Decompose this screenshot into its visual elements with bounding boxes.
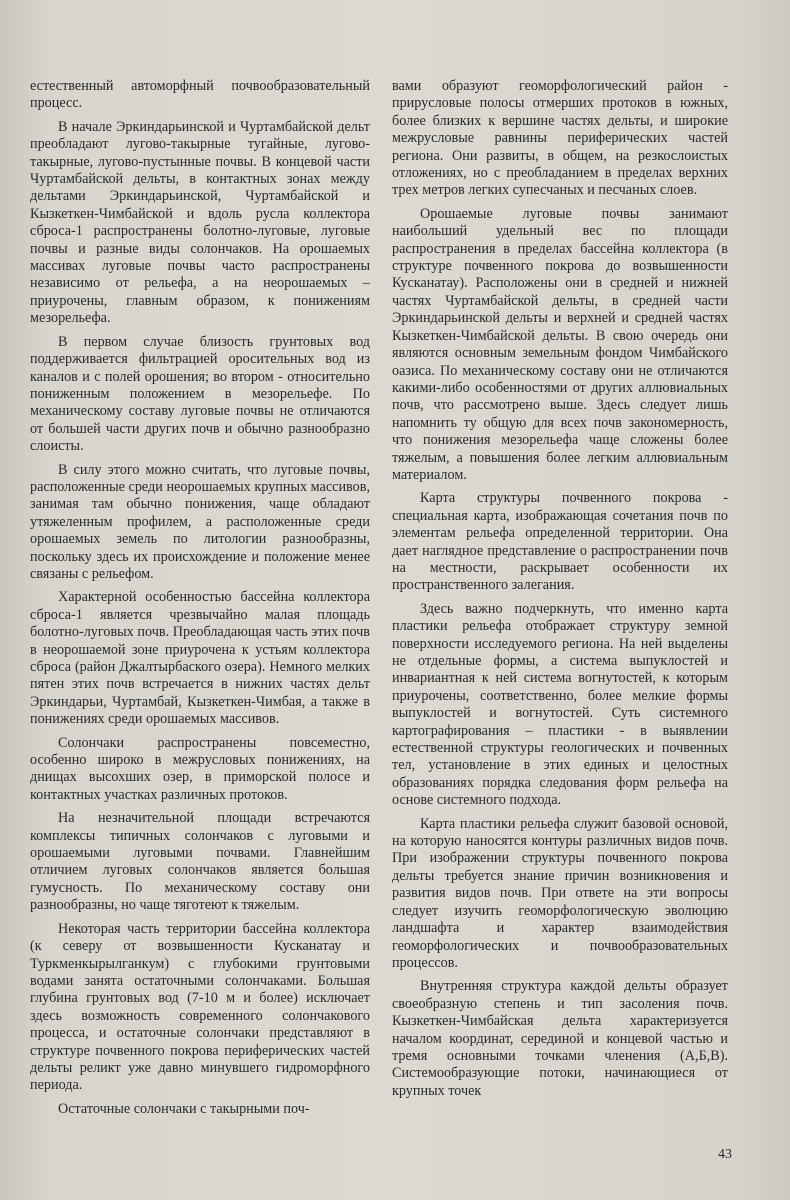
paragraph: естественный автоморфный почвообразовательный процесс. bbox=[30, 78, 370, 112]
paragraph: Карта пластики рельефа служит базовой основой, на которую наносятся контуры различных видов почв. При изображении структуры почвенного покрова дельты требуется знание причин возникновения и развития видов почв. При ответе на эти вопросы следует изучить геоморфологическую эволюцию ландшафта и характер взаимодействия геоморфологических и почвообразовательных процессов. bbox=[392, 815, 728, 971]
paragraph: Орошаемые луговые почвы занимают наибольший удельный вес по площади распространения в пределах бассейна коллектора (в структуре почвенного покрова до возвышенности Кусканатау). Расположены они в средней и нижней частях Чуртамбайской дельты, в средней части Эркиндарьинской дельты и верхней и средней частях Кызкеткен-Чимбайской дельты. В свою очередь они являются основным земельным фондом Чимбайского оазиса. По механическому составу они не отличаются какими-либо особенностями от других аллювиальных почв, что рассмотрено выше. Здесь следует лишь напомнить ту общую для всех почв закономерность, что понижения мезорельефа чаще сложены более тяжелым, а повышения более легким аллювиальным материалом. bbox=[392, 205, 728, 483]
paragraph: Карта структуры почвенного покрова - специальная карта, изображающая сочетания почв по элементам рельефа определенной территории. Она дает наглядное представление о распространении почв на местности, раскрывает особенности их пространственного залегания. bbox=[392, 490, 728, 594]
paragraph: Некоторая часть территории бассейна коллектора (к северу от возвышенности Кусканатау и Туркменкырылганкум) с глубокими грунтовыми водами занята остаточными солончаками. Большая глубина грунтовых вод (7-10 м и более) исключает здесь возможность современного солончакового процесса, и остаточные солончаки представляют в структуре почвенного покрова периферических частей дельты реликт уже давно минувшего гидроморфного периода. bbox=[30, 920, 370, 1094]
paragraph: Внутренняя структура каждой дельты образует своеобразную степень и тип засоления почв. Кызкеткен-Чимбайская дельта характеризуется началом координат, серединой и концевой частью и тремя основными точками членения (А,Б,В). Системообразующие потоки, начинающиеся от крупных точек bbox=[392, 978, 728, 1099]
page-number: 43 bbox=[718, 1147, 732, 1162]
paragraph: Здесь важно подчеркнуть, что именно карта пластики рельефа отображает структуру земной поверхности исследуемого региона. На ней выделены не отдельные формы, а система выпуклостей и инвариантная к ней система вогнутостей, к которым приурочены, соответственно, более мелкие формы выпуклостей и вогнутостей. Суть системного картографирования – пластики - в выявлении естественной структуры геологических и почвенных тел, установление в этих единых и целостных образованиях порядка следования форм рельефа на основе системного подхода. bbox=[392, 600, 728, 809]
paragraph: На незначительной площади встречаются комплексы типичных солончаков с луговыми и орошаемыми луговыми почвами. Главнейшим отличием луговых солончаков является большая гумусность. По механическому составу они разнообразны, но чаще тяготеют к тяжелым. bbox=[30, 810, 370, 914]
paragraph: Остаточные солончаки с такырными поч- bbox=[58, 1100, 310, 1117]
right-column bbox=[392, 78, 728, 1106]
paragraph: В силу этого можно считать, что луговые почвы, расположенные среди неорошаемых крупных массивов, занимая там обычно понижения, чаще обладают утяжеленным профилем, а расположенные среди орошаемых земель по литологии разнообразны, поскольку здесь их происхождение и положение менее связаны с рельефом. bbox=[30, 461, 370, 582]
paragraph: вами образуют геоморфологический район - прирусловые полосы отмерших протоков в южных, более близких к вершине частях дельты, и широкие межрусловые равнины периферических частей региона. Они развиты, в общем, на резкослоистых отложениях, но с преобладанием в пределах верхних трех метров легких супесчаных и песчаных слоев. bbox=[392, 78, 728, 199]
paragraph: Характерной особенностью бассейна коллектора сброса-1 является чрезвычайно малая площадь болотно-луговых почв. Преобладающая часть этих почв в неорошаемой зоне приурочена к устьям коллектора сброса (район Джалтырбаского озера). Немного мелких пятен этих почв встречается в нижних частях дельт Эркиндарьи, Чуртамбай, Кызкеткен-Чимбая, а также в понижениях среди орошаемых массивов. bbox=[30, 589, 370, 728]
paragraph: Солончаки распространены повсеместно, особенно широко в межрусловых понижениях, на днищах высохших озер, в приморской полосе и контактных участках различных протоков. bbox=[30, 734, 370, 803]
left-column bbox=[30, 78, 370, 1124]
paragraph: В первом случае близость грунтовых вод поддерживается фильтрацией оросительных вод из каналов и с полей орошения; во втором - относительно пониженным положением в мезорельефе. По механическому составу луговые почвы не отличаются от большей части других почв и обычно разнообразно слоисты. bbox=[30, 333, 370, 455]
paragraph: В начале Эркиндарьинской и Чуртамбайской дельт преобладают лугово-такырные тугайные, лугово-такырные, лугово-пустынные почвы. В концевой части Чуртамбайской дельты, в контактных зонах между дельтами Эркиндарьинской, Чуртамбайской и Кызкеткен-Чимбайской и вдоль русла коллектора сброса-1 распространены болотно-луговые, луговые почвы и разные виды солончаков. На орошаемых массивах луговые почвы часто распространены независимо от рельефа, а на неорошаемых – приурочены, главным образом, к понижениям мезорельефа. bbox=[30, 118, 370, 327]
